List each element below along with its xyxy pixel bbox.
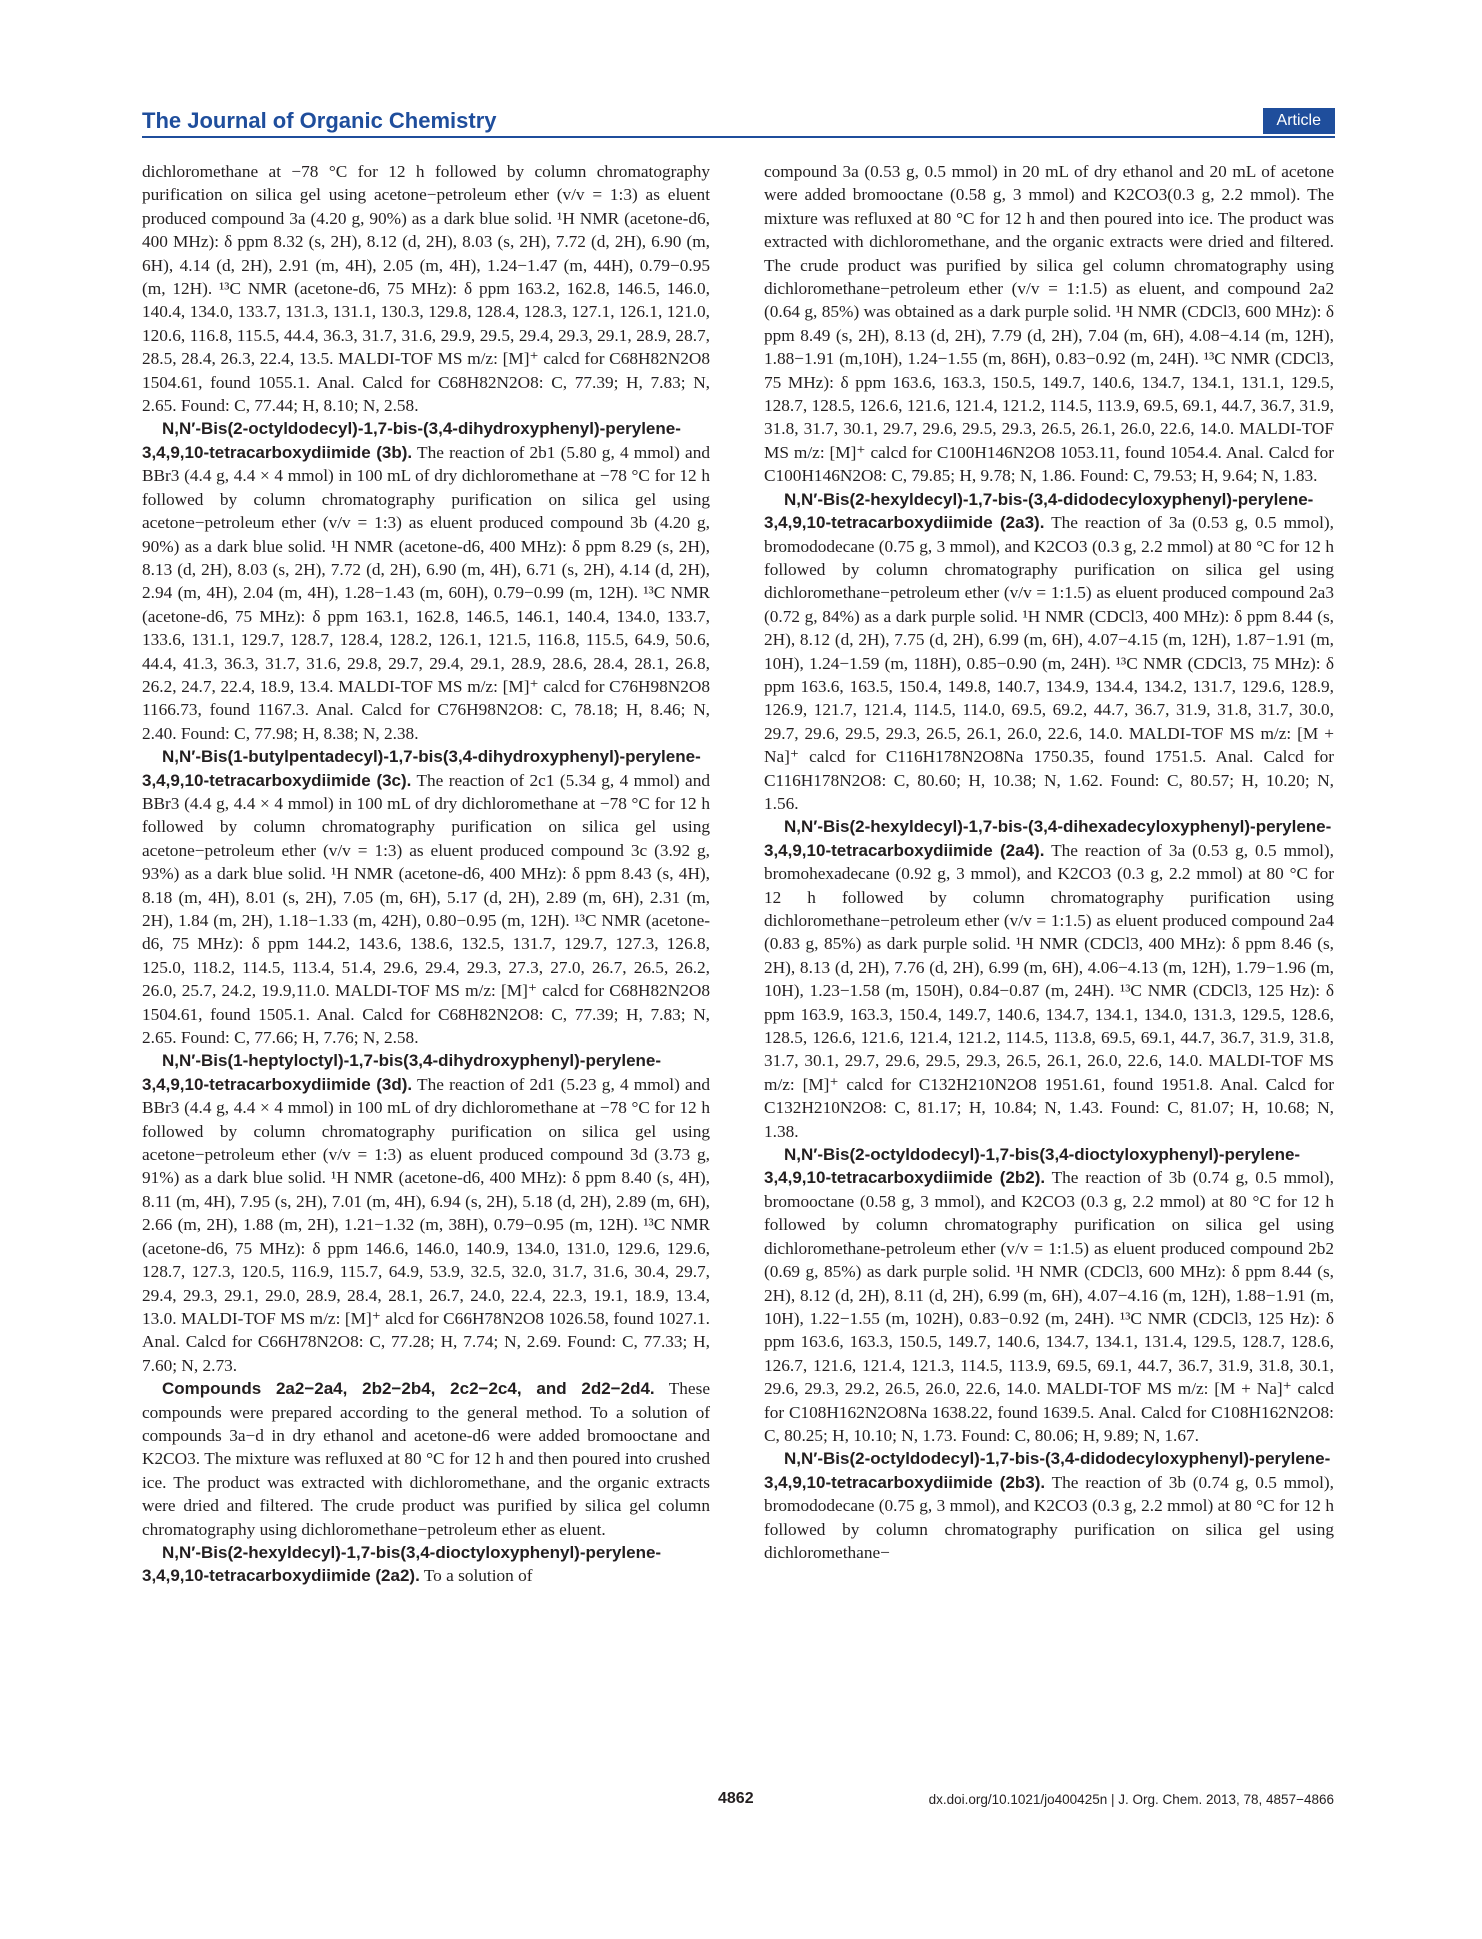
compound-paragraph <box>142 1377 710 1541</box>
compound-paragraph <box>142 1541 710 1588</box>
compound-paragraph <box>764 1143 1334 1447</box>
compound-heading: Compounds 2a2−2a4, 2b2−2b4, 2c2−2c4, and 2d2−2d4. <box>162 1379 655 1399</box>
paragraph-text: The reaction of 2d1 (5.23 g, 4 mmol) and BBr3 (4.4 g, 4.4 × 4 mmol) in 100 mL of dry dichloromethane at −78 °C for 12 h followed by column chromatography purification on silica gel using acetone−petroleum ether (v/v = 1:3) as eluent produced compound 3d (3.73 g, 91%) as a dark blue solid. ¹H NMR (acetone-d6, 400 MHz): δ ppm 8.40 (s, 4H), 8.11 (m, 4H), 7.95 (s, 2H), 7.01 (m, 4H), 6.94 (s, 2H), 5.18 (d, 2H), 2.89 (m, 6H), 2.66 (m, 2H), 1.88 (m, 2H), 1.21−1.32 (m, 38H), 0.79−0.95 (m, 12H). ¹³C NMR (acetone-d6, 75 MHz): δ ppm 146.6, 146.0, 140.9, 134.0, 131.0, 129.6, 129.6, 128.7, 127.3, 120.5, 116.9, 115.7, 64.9, 53.9, 32.5, 32.0, 31.7, 31.6, 30.4, 29.7, 29.4, 29.3, 29.1, 29.0, 28.9, 28.4, 28.1, 26.7, 24.0, 22.4, 22.3, 19.1, 18.9, 13.4, 13.0. MALDI-TOF MS m/z: [M]⁺ alcd for C66H78N2O8 1026.58, found 1027.1. Anal. Calcd for C66H78N2O8: C, 77.28; H, 7.74; N, 2.69. Found: C, 77.33; H, 7.60; N, 2.73. <box>142 1074 710 1375</box>
compound-heading: N,N′-Bis(2-octyldodecyl)-1,7-bis-(3,4-didodecyloxyphenyl)-perylene-3,4,9,10-tetracarboxydiimide (2b3). <box>764 1449 1331 1492</box>
paragraph-text: compound 3a (0.53 g, 0.5 mmol) in 20 mL of dry ethanol and 20 mL of acetone were added bromooctane (0.58 g, 3 mmol) and K2CO3(0.3 g, 2.2 mmol). The mixture was refluxed at 80 °C for 12 h and then poured into ice. The product was extracted with dichloromethane, and the organic extracts were dried and filtered. The crude product was purified by silica gel column chromatography using dichloromethane−petroleum ether (v/v = 1:1.5) as eluent, and compound 2a2 (0.64 g, 85%) was obtained as a dark purple solid. ¹H NMR (CDCl3, 600 MHz): δ ppm 8.49 (s, 2H), 8.13 (d, 2H), 7.79 (d, 2H), 7.04 (m, 6H), 4.08−4.14 (m, 12H), 1.88−1.91 (m,10H), 1.24−1.55 (m, 86H), 0.83−0.92 (m, 24H). ¹³C NMR (CDCl3, 75 MHz): δ ppm 163.6, 163.3, 150.5, 149.7, 140.6, 134.7, 134.1, 131.1, 129.5, 128.7, 128.5, 126.6, 121.6, 121.4, 121.2, 114.5, 113.9, 69.5, 69.1, 44.7, 36.7, 31.9, 31.8, 31.7, 30.1, 29.7, 29.6, 29.5, 29.3, 26.5, 26.1, 26.0, 22.6, 14.0. MALDI-TOF MS m/z: [M]⁺ calcd for C100H146N2O8 1053.11, found 1054.4. Anal. Calcd for C100H146N2O8: C, 79.85; H, 9.78; N, 1.86. Found: C, 79.53; H, 9.64; N, 1.83. <box>764 162 1334 486</box>
journal-title: The Journal of Organic Chemistry <box>142 108 497 133</box>
compound-heading: N,N′-Bis(2-octyldodecyl)-1,7-bis-(3,4-dihydroxyphenyl)-perylene-3,4,9,10-tetracarboxydiimide (3b). <box>142 419 681 462</box>
paragraph-text: dichloromethane at −78 °C for 12 h followed by column chromatography purification on silica gel using acetone−petroleum ether (v/v = 1:3) as eluent produced compound 3a (4.20 g, 90%) as a dark blue solid. ¹H NMR (acetone-d6, 400 MHz): δ ppm 8.32 (s, 2H), 8.12 (d, 2H), 8.03 (s, 2H), 7.72 (d, 2H), 6.90 (m, 6H), 4.14 (d, 2H), 2.91 (m, 4H), 2.05 (m, 4H), 1.24−1.47 (m, 44H), 0.79−0.95 (m, 12H). ¹³C NMR (acetone-d6, 75 MHz): δ ppm 163.2, 162.8, 146.5, 146.0, 140.4, 134.0, 133.7, 131.3, 131.1, 130.3, 129.8, 128.4, 128.3, 127.1, 126.1, 121.0, 120.6, 116.8, 115.5, 44.4, 36.3, 31.7, 31.6, 29.9, 29.5, 29.4, 29.3, 29.1, 28.9, 28.7, 28.5, 28.4, 26.3, 22.4, 13.5. MALDI-TOF MS m/z: [M]⁺ calcd for C68H82N2O8 1504.61, found 1055.1. Anal. Calcd for C68H82N2O8: C, 77.39; H, 7.83; N, 2.65. Found: C, 77.44; H, 8.10; N, 2.58. <box>142 162 710 416</box>
compound-paragraph <box>142 745 710 1049</box>
paragraph-text: The reaction of 2c1 (5.34 g, 4 mmol) and BBr3 (4.4 g, 4.4 × 4 mmol) in 100 mL of dry dichloromethane at −78 °C for 12 h followed by column chromatography purification on silica gel using acetone−petroleum ether (v/v = 1:3) as eluent produced compound 3c (3.92 g, 93%) as a dark blue solid. ¹H NMR (acetone-d6, 400 MHz): δ ppm 8.43 (s, 4H), 8.18 (m, 4H), 8.01 (s, 2H), 7.05 (m, 6H), 5.17 (d, 2H), 2.89 (m, 6H), 2.31 (m, 2H), 1.84 (m, 2H), 1.18−1.33 (m, 42H), 0.80−0.95 (m, 12H). ¹³C NMR (acetone-d6, 75 MHz): δ ppm 144.2, 143.6, 138.6, 132.5, 131.7, 129.7, 127.3, 126.8, 125.0, 118.2, 114.5, 113.4, 51.4, 29.6, 29.4, 29.3, 27.3, 27.0, 26.7, 26.5, 26.2, 26.0, 25.7, 24.2, 19.9,11.0. MALDI-TOF MS m/z: [M]⁺ calcd for C68H82N2O8 1504.61, found 1505.1. Anal. Calcd for C68H82N2O8: C, 77.39; H, 7.83; N, 2.65. Found: C, 77.66; H, 7.76; N, 2.58. <box>142 770 711 1048</box>
compound-paragraph <box>764 1447 1334 1564</box>
doi-citation[interactable]: dx.doi.org/10.1021/jo400425n | J. Org. Chem. 2013, 78, 4857−4866 <box>928 1792 1334 1807</box>
compound-paragraph <box>142 1049 710 1377</box>
paragraph-text: The reaction of 3b (0.74 g, 0.5 mmol), bromododecane (0.75 g, 3 mmol), and K2CO3 (0.3 g, 2.2 mmol) at 80 °C for 12 h followed by column chromatography purification on silica gel using dichloromethane− <box>764 1472 1334 1562</box>
page-number: 4862 <box>718 1790 754 1807</box>
paragraph-text: These compounds were prepared according to the general method. To a solution of compounds 3a−d in dry ethanol and acetone-d6 were added bromooctane and K2CO3. The mixture was refluxed at 80 °C for 12 h and then poured into crushed ice. The product was extracted with dichloromethane, and the organic extracts were dried and filtered. The crude product was purified by silica gel column chromatography using dichloromethane−petroleum ether as eluent. <box>142 1379 710 1539</box>
paragraph-text: The reaction of 3b (0.74 g, 0.5 mmol), bromooctane (0.58 g, 3 mmol), and K2CO3 (0.3 g, 2.2 mmol) at 80 °C for 12 h followed by column chromatography purification on silica gel using dichloromethane-petroleum ether (v/v = 1:1.5) as eluent produced compound 2b2 (0.69 g, 85%) as dark purple solid. ¹H NMR (CDCl3, 600 MHz): δ ppm 8.44 (s, 2H), 8.12 (d, 2H), 8.11 (d, 2H), 6.99 (m, 6H), 4.07−4.16 (m, 12H), 1.88−1.91 (m, 10H), 1.22−1.55 (m, 102H), 0.83−0.92 (m, 24H). ¹³C NMR (CDCl3, 125 Hz): δ ppm 163.6, 163.3, 150.5, 149.7, 140.6, 134.7, 134.1, 131.4, 129.5, 128.7, 128.6, 126.7, 121.6, 121.4, 121.3, 114.5, 113.9, 69.5, 69.1, 44.7, 36.7, 31.9, 31.8, 30.1, 29.6, 29.3, 29.2, 26.5, 26.0, 22.6, 14.0. MALDI-TOF MS m/z: [M + Na]⁺ calcd for C108H162N2O8Na 1638.22, found 1639.5. Anal. Calcd for C108H162N2O8: C, 80.25; H, 10.10; N, 1.73. Found: C, 80.06; H, 9.89; N, 1.67. <box>764 1168 1334 1445</box>
page-header <box>142 108 1335 138</box>
compound-paragraph <box>764 815 1334 1143</box>
compound-heading: N,N′-Bis(2-hexyldecyl)-1,7-bis(3,4-dioctyloxyphenyl)-perylene-3,4,9,10-tetracarboxydiimide (2a2). <box>142 1542 662 1586</box>
compound-heading: N,N′-Bis(2-octyldodecyl)-1,7-bis(3,4-dioctyloxyphenyl)-perylene-3,4,9,10-tetracarboxydiimide (2b2). <box>764 1145 1301 1188</box>
body-paragraph <box>142 160 710 417</box>
paragraph-text: The reaction of 2b1 (5.80 g, 4 mmol) and BBr3 (4.4 g, 4.4 × 4 mmol) in 100 mL of dry dichloromethane at −78 °C for 12 h followed by column chromatography purification on silica gel using acetone−petroleum ether (v/v = 1:3) as eluent produced compound 3b (4.20 g, 90%) as a dark blue solid. ¹H NMR (acetone-d6, 400 MHz): δ ppm 8.29 (s, 2H), 8.13 (d, 2H), 8.03 (s, 2H), 7.72 (d, 2H), 6.90 (m, 4H), 6.71 (s, 2H), 4.14 (d, 2H), 2.94 (m, 4H), 2.04 (m, 4H), 1.28−1.43 (m, 60H), 0.79−0.99 (m, 12H). ¹³C NMR (acetone-d6, 75 MHz): δ ppm 163.1, 162.8, 146.5, 146.1, 140.4, 134.0, 133.7, 133.6, 131.1, 129.7, 128.7, 128.4, 128.2, 126.1, 121.5, 116.8, 115.5, 64.9, 50.6, 44.4, 41.3, 36.3, 31.7, 31.6, 29.8, 29.7, 29.4, 29.1, 28.9, 28.6, 28.4, 28.1, 26.8, 26.2, 24.7, 22.4, 18.9, 13.4. MALDI-TOF MS m/z: [M]⁺ calcd for C76H98N2O8 1166.73, found 1167.3. Anal. Calcd for C76H98N2O8: C, 78.18; H, 8.46; N, 2.40. Found: C, 77.98; H, 8.38; N, 2.38. <box>142 442 710 743</box>
left-column <box>142 160 710 1588</box>
compound-paragraph <box>764 488 1334 816</box>
right-column <box>764 160 1334 1564</box>
compound-paragraph <box>142 417 710 745</box>
compound-heading: N,N′-Bis(1-heptyloctyl)-1,7-bis(3,4-dihydroxyphenyl)-perylene-3,4,9,10-tetracarboxydiimide (3d). <box>142 1051 662 1094</box>
compound-heading: N,N′-Bis(2-hexyldecyl)-1,7-bis-(3,4-didodecyloxyphenyl)-perylene-3,4,9,10-tetracarboxydiimide (2a3). <box>764 489 1314 533</box>
article-type-badge: Article <box>1263 108 1335 134</box>
compound-heading: N,N′-Bis(1-butylpentadecyl)-1,7-bis(3,4-dihydroxyphenyl)-perylene-3,4,9,10-tetracarboxydiimide (3c). <box>142 747 701 790</box>
paragraph-text: The reaction of 3a (0.53 g, 0.5 mmol), bromohexadecane (0.92 g, 3 mmol), and K2CO3 (0.3 g, 2.2 mmol) at 80 °C for 12 h followed by column chromatography purification using dichloromethane−petroleum ether (v/v = 1:1.5) as eluent produced compound 2a4 (0.83 g, 85%) as dark purple solid. ¹H NMR (CDCl3, 400 MHz): δ ppm 8.46 (s, 2H), 8.13 (d, 2H), 7.76 (d, 2H), 6.99 (m, 6H), 4.06−4.13 (m, 12H), 1.79−1.96 (m, 10H), 1.23−1.58 (m, 150H), 0.84−0.87 (m, 24H). ¹³C NMR (CDCl3, 125 Hz): δ ppm 163.9, 163.3, 150.4, 149.7, 140.6, 134.7, 134.1, 134.0, 131.3, 129.5, 128.6, 128.5, 126.6, 121.6, 121.4, 121.2, 114.5, 113.8, 69.5, 69.1, 44.7, 36.7, 31.9, 31.8, 31.7, 30.1, 29.7, 29.6, 29.5, 29.3, 26.5, 26.1, 26.0, 22.6, 14.0. MALDI-TOF MS m/z: [M]⁺ calcd for C132H210N2O8 1951.61, found 1951.8. Anal. Calcd for C132H210N2O8: C, 81.17; H, 10.84; N, 1.43. Found: C, 81.07; H, 10.68; N, 1.38. <box>764 840 1334 1141</box>
paragraph-text: The reaction of 3a (0.53 g, 0.5 mmol), bromododecane (0.75 g, 3 mmol), and K2CO3 (0.3 g, 2.2 mmol) at 80 °C for 12 h followed by column chromatography purification on silica gel using dichloromethane−petroleum ether (v/v = 1:1.5) as eluent produced compound 2a3 (0.72 g, 84%) as a dark purple solid. ¹H NMR (CDCl3, 400 MHz): δ ppm 8.44 (s, 2H), 8.12 (d, 2H), 7.75 (d, 2H), 6.99 (m, 6H), 4.07−4.15 (m, 12H), 1.87−1.91 (m, 10H), 1.24−1.59 (m, 118H), 0.85−0.90 (m, 24H). ¹³C NMR (CDCl3, 75 MHz): δ ppm 163.6, 163.5, 150.4, 149.8, 140.7, 134.9, 134.4, 134.2, 131.7, 129.6, 128.9, 126.9, 121.7, 121.4, 114.5, 114.0, 69.5, 69.2, 44.7, 36.7, 31.9, 31.8, 31.7, 30.0, 29.7, 29.6, 29.5, 29.3, 26.5, 26.1, 26.0, 22.6, 14.0. MALDI-TOF MS m/z: [M + Na]⁺ calcd for C116H178N2O8Na 1750.35, found 1751.5. Anal. Calcd for C116H178N2O8: C, 80.60; H, 10.38; N, 1.62. Found: C, 80.57; H, 10.20; N, 1.56. <box>764 513 1334 813</box>
compound-heading: N,N′-Bis(2-hexyldecyl)-1,7-bis-(3,4-dihexadecyloxyphenyl)-perylene-3,4,9,10-tetracarboxydiimide (2a4). <box>764 817 1332 860</box>
body-paragraph <box>764 160 1334 488</box>
paragraph-text: To a solution of <box>423 1566 533 1586</box>
